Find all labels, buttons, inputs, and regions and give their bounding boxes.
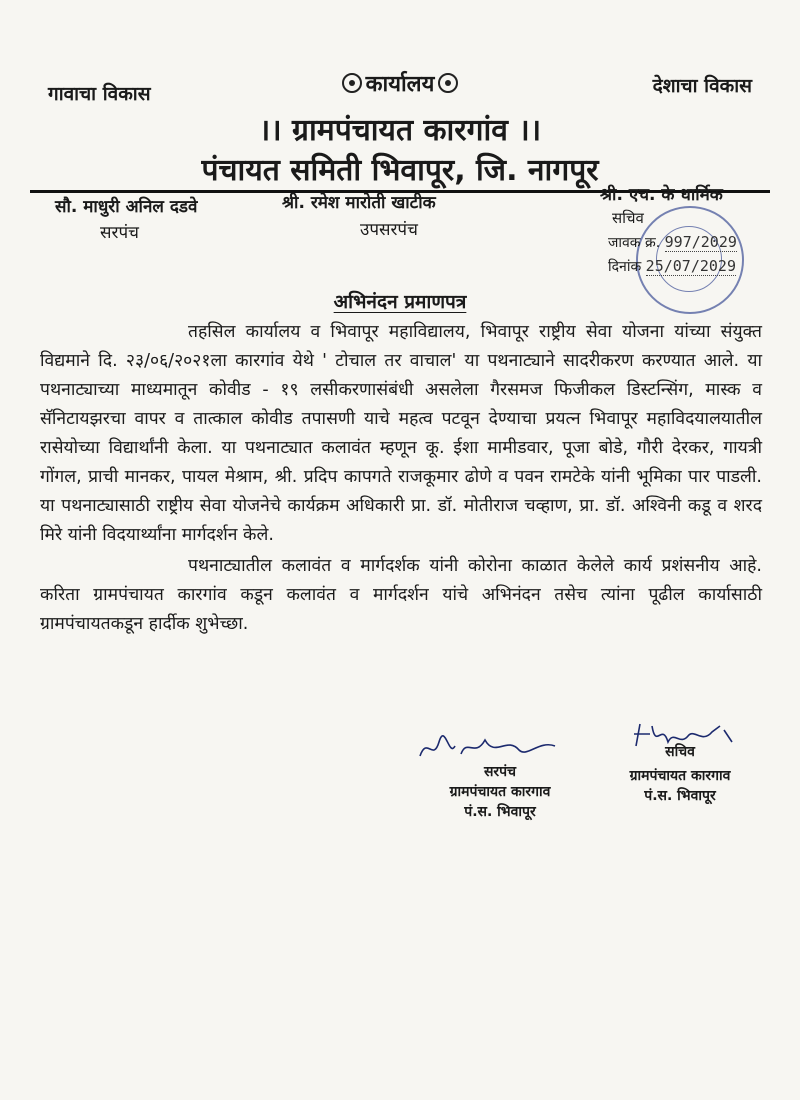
office-label-text: कार्यालय <box>365 72 435 97</box>
sarpanch-sign-role: सरपंच <box>483 764 517 780</box>
sachiv-sign-block: पं.स. भिवापूर <box>644 788 716 804</box>
body-paragraph-1: तहसिल कार्यालय व भिवापूर महाविद्यालय, भिवापूर राष्ट्रीय सेवा योजना यांच्या संयुक्त विद्यमाने दि. २३/०६/२०२१ला कारगांव येथे ' टोचाल तर वाचाल' या पथनाट्याने सादरीकरण करण्यात आले. या पथनाट्याच्या माध्यमातून कोवीड - १९ लसीकरणासंबंधी असलेला गैरसमज फिजीकल डिस्टन्सिंग, मास्क व सॅनिटायझरचा वापर व तात्काल कोवीड तपासणी याचे महत्व पटवून देण्याचा प्रयत्न भिवापूर महाविदयालयातील रासेयोच्या विद्यार्थांनी केला. या पथनाट्यात कलावंत म्हणून कू. ईशा मामीडवार, पूजा बोडे, गौरी देरकर, गायत्री गोंगल, प्राची मानकर, पायल मेश्राम, श्री. प्रदिप कापगते राजकूमार ढोणे व पवन रामटेके यांनी भूमिका पार पाडली. या पथनाट्यासाठी राष्ट्रीय सेवा योजनेचे कार्यक्रम अधिकारी प्रा. डॉ. मोतीराज चव्हाण, प्रा. डॉ. अश्विनी कडू व शरद मिरे यांनी विदयार्थ्यांना मार्गदर्शन केले. <box>40 322 762 545</box>
slogan-left: गावाचा विकास <box>48 83 151 105</box>
issue-date-value: 25/07/2029 <box>645 257 736 275</box>
outward-number-label: जावक क्र. <box>608 235 661 251</box>
outward-number-value: 997/2029 <box>664 233 737 251</box>
certificate-body <box>40 318 762 639</box>
org-title: ।। ग्रामपंचायत कारगांव ।। <box>258 113 542 148</box>
sachiv-role: सचिव <box>612 209 644 227</box>
certificate-title-text: अभिनंदन प्रमाणपत्र <box>333 291 467 313</box>
sachiv-sign-office: ग्रामपंचायत कारगाव <box>629 768 731 784</box>
sachiv-sign-role: सचिव <box>665 744 695 760</box>
ornament-icon <box>342 73 362 93</box>
issue-date <box>608 257 736 276</box>
outward-number <box>608 233 737 252</box>
certificate-title <box>0 288 800 314</box>
sarpanch-name: सौ. माधुरी अनिल दडवे <box>55 197 198 217</box>
org-subtitle: पंचायत समिती भिवापूर, जि. नागपूर <box>201 153 599 188</box>
sarpanch-role: सरपंच <box>100 223 139 243</box>
ornament-icon <box>438 73 458 93</box>
issue-date-label: दिनांक <box>608 259 642 275</box>
slogan-right: देशाचा विकास <box>652 75 752 97</box>
sachiv-name: श्री. एच. के धार्मिक <box>600 185 723 205</box>
sarpanch-sign-office: ग्रामपंचायत कारगाव <box>449 784 551 800</box>
upasarpanch-name: श्री. रमेश मारोती खाटीक <box>282 193 436 213</box>
sarpanch-sign-block: पं.स. भिवापूर <box>464 804 536 820</box>
body-paragraph-2: पथनाट्यातील कलावंत व मार्गदर्शक यांनी कोरोना काळात केलेले कार्य प्रशंसनीय आहे. करिता ग्रामपंचायत कारगांव कडून कलावंत व मार्गदर्शन यांचे अभिनंदन तसेच त्यांना पूढील कार्यासाठी ग्रामपंचायतकडून हार्दीक शुभेच्छा. <box>40 556 762 634</box>
upasarpanch-role: उपसरपंच <box>360 220 418 240</box>
